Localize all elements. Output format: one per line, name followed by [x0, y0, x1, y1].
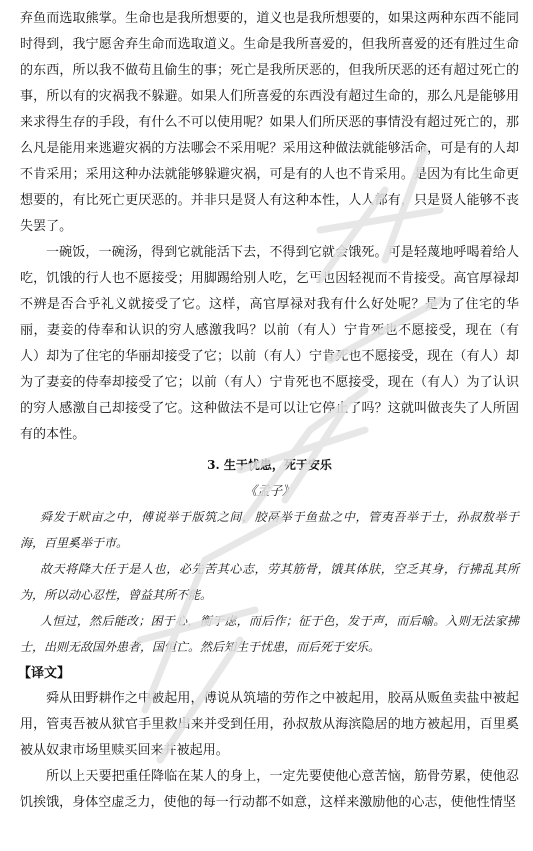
section-title: 3. 生于忧患，死于安乐	[207, 458, 332, 472]
translation-paragraph-2: 所以上天要把重任降临在某人的身上，一定先要使他心意苦恼，筋骨劳累，使他忍饥挨饿，身体空虚乏力，使他的每一行动都不如意，这样来激励他的心志，使他性情坚	[20, 769, 519, 810]
body-paragraph-2: 一碗饭，一碗汤，得到它就能活下去，不得到它就会饿死。可是轻蔑地呼喝着给人吃，饥饿的行人也不愿接受；用脚踢给别人吃，乞丐也因轻视而不肯接受。高官厚禄却不辨是否合乎礼义就接受了它。这样，高官厚禄对我有什么好处呢？是为了住宅的华丽，妻妾的侍奉和认识的穷人感激我吗？以前（有人）宁肯死也不愿接受，现在（有人）却为了住宅的华丽却接受了它；以前（有人）宁肯死也不愿接受，现在（有人）却为了妻妾的侍奉却接受了它；以前（有人）宁肯死也不愿接受，现在（有人）为了认识的穷人感激自己却接受了它。这种做法不是可以让它停止了吗？这就叫做丧失了人所固有的本性。	[20, 245, 519, 442]
classical-paragraph-3: 人恒过，然后能改；困于心，衡于虑，而后作；征于色，发于声，而后喻。入则无法家拂士，出则无敌国外患者，国恒亡。然后知生于忧患，而后死于安乐。	[20, 614, 519, 654]
classical-paragraph-1: 舜发于畎亩之中，傅说举于版筑之间，胶鬲举于鱼盐之中，管夷吾举于士，孙叔敖举于海，百里奚举于市。	[20, 510, 519, 550]
body-paragraph-1: 弃鱼而选取熊掌。生命也是我所想要的，道义也是我所想要的，如果这两种东西不能同时得到，我宁愿舍弃生命而选取道义。生命是我所喜爱的，但我所喜爱的还有胜过生命的东西，所以我不做苟且偷生的事；死亡是我所厌恶的，但我所厌恶的还有超过死亡的事，所以有的灾祸我不躲避。如果人们所喜爱的东西没有超过生命的，那么凡是能够用来求得生存的手段，有什么不可以使用呢？如果人们所厌恶的事情没有超过死亡的，那么凡是能用来逃避灾祸的方法哪会不采用呢？采用这种做法就能够活命，可是有的人却不肯采用；采用这种办法就能够躲避灾祸，可是有的人也不肯采用。是因为有比生命更想要的，有比死亡更厌恶的。并非只是贤人有这种本性，人人都有，只是贤人能够不丧失罢了。	[20, 11, 519, 234]
source-title: 《孟子》	[244, 483, 295, 498]
classical-paragraph-2: 故天将降大任于是人也，必先苦其心志，劳其筋骨，饿其体肤，空乏其身，行拂乱其所为，所以动心忍性，曾益其所不能。	[20, 562, 519, 602]
translation-paragraph-1: 舜从田野耕作之中被起用，傅说从筑墙的劳作之中被起用，胶鬲从贩鱼卖盐中被起用，管夷吾被从狱官手里救出来并受到任用，孙叔敖从海滨隐居的地方被起用，百里奚被从奴隶市场里赎买回来并被起用。	[20, 691, 519, 758]
translation-label: 【译文】	[18, 666, 71, 681]
